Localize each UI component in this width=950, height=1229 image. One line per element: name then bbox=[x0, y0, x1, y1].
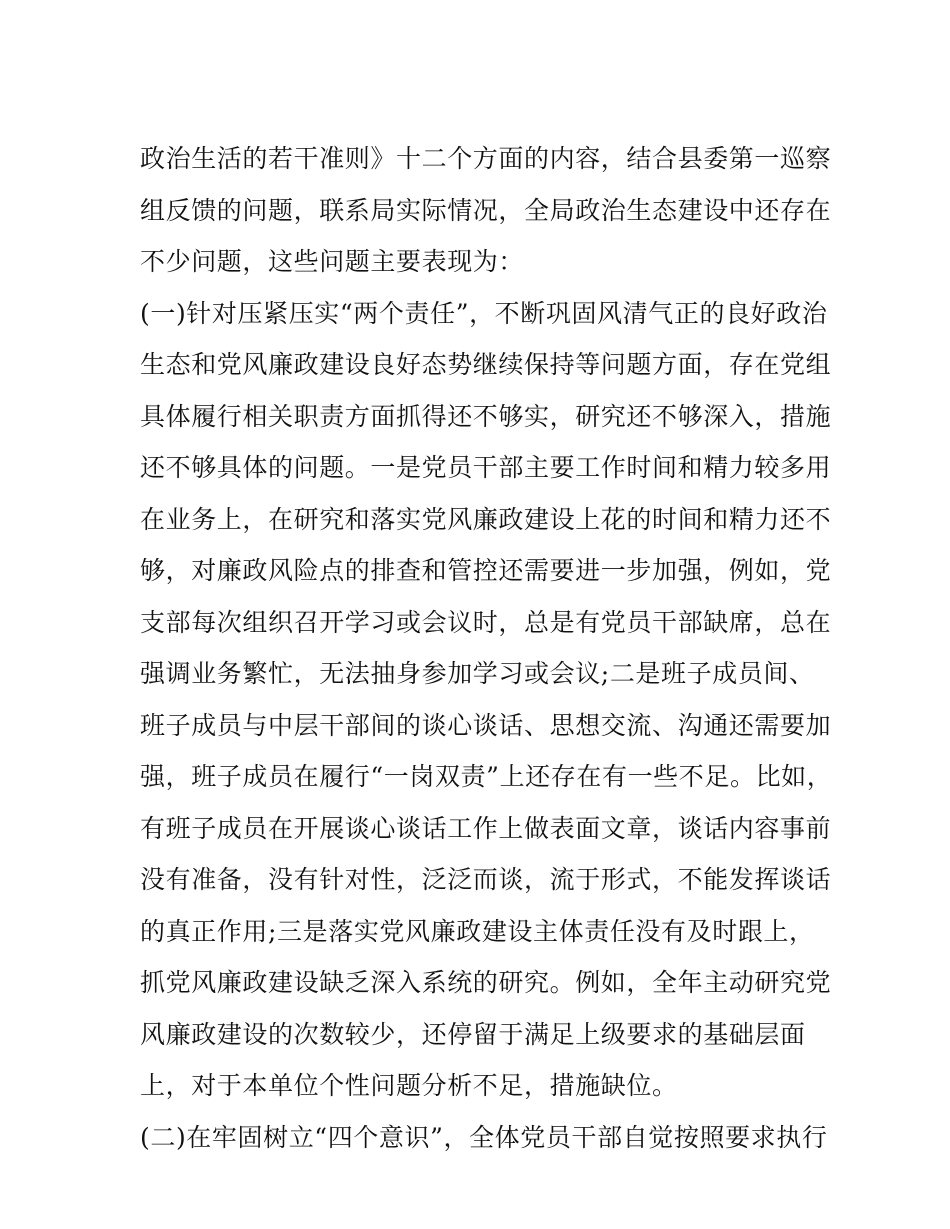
text-line: 政治生活的若干准则》十二个方面的内容，结合县委第一巡察 bbox=[140, 144, 832, 173]
text-line: 班子成员与中层干部间的谈心谈话、思想交流、沟通还需要加 bbox=[140, 710, 832, 740]
text-line: 强，班子成员在履行“一岗双责”上还存在有一些不足。比如， bbox=[140, 762, 833, 791]
text-line: 够，对廉政风险点的排查和管控还需要进一步加强，例如，党 bbox=[140, 556, 832, 585]
text-line: 风廉政建设的次数较少，还停留于满足上级要求的基础层面 bbox=[140, 1019, 806, 1049]
text-line: 有班子成员在开展谈心谈话工作上做表面文章，谈话内容事前 bbox=[140, 813, 832, 843]
text-line: 组反馈的问题，联系局实际情况，全局政治生态建设中还存在 bbox=[140, 195, 832, 225]
text-line: 在业务上，在研究和落实党风廉政建设上花的时间和精力还不 bbox=[140, 504, 832, 534]
text-line: 的真正作用;三是落实党风廉政建设主体责任没有及时跟上， bbox=[140, 916, 815, 946]
text-line: 还不够具体的问题。一是党员干部主要工作时间和精力较多用 bbox=[140, 453, 832, 482]
text-line: 没有准备，没有针对性，泛泛而谈，流于形式，不能发挥谈话 bbox=[140, 865, 832, 894]
section-heading-line: (一)针对压紧压实“两个责任”，不断巩固风清气正的良好政治 bbox=[140, 298, 828, 328]
text-line: 生态和党风廉政建设良好态势继续保持等问题方面，存在党组 bbox=[140, 350, 832, 379]
text-line: 上，对于本单位个性问题分析不足，措施缺位。 bbox=[140, 1071, 678, 1100]
body-text bbox=[140, 133, 833, 1163]
text-line: 强调业务繁忙，无法抽身参加学习或会议;二是班子成员间、 bbox=[140, 659, 815, 688]
text-line: 不少问题，这些问题主要表现为： bbox=[140, 247, 525, 276]
text-line: 抓党风廉政建设缺乏深入系统的研究。例如，全年主动研究党 bbox=[140, 968, 832, 997]
text-line: 具体履行相关职责方面抓得还不够实，研究还不够深入，措施 bbox=[140, 401, 832, 431]
section-heading-line: (二)在牢固树立“四个意识”，全体党员干部自觉按照要求执行 bbox=[140, 1122, 828, 1152]
text-line: 支部每次组织召开学习或会议时，总是有党员干部缺席，总在 bbox=[140, 607, 832, 637]
